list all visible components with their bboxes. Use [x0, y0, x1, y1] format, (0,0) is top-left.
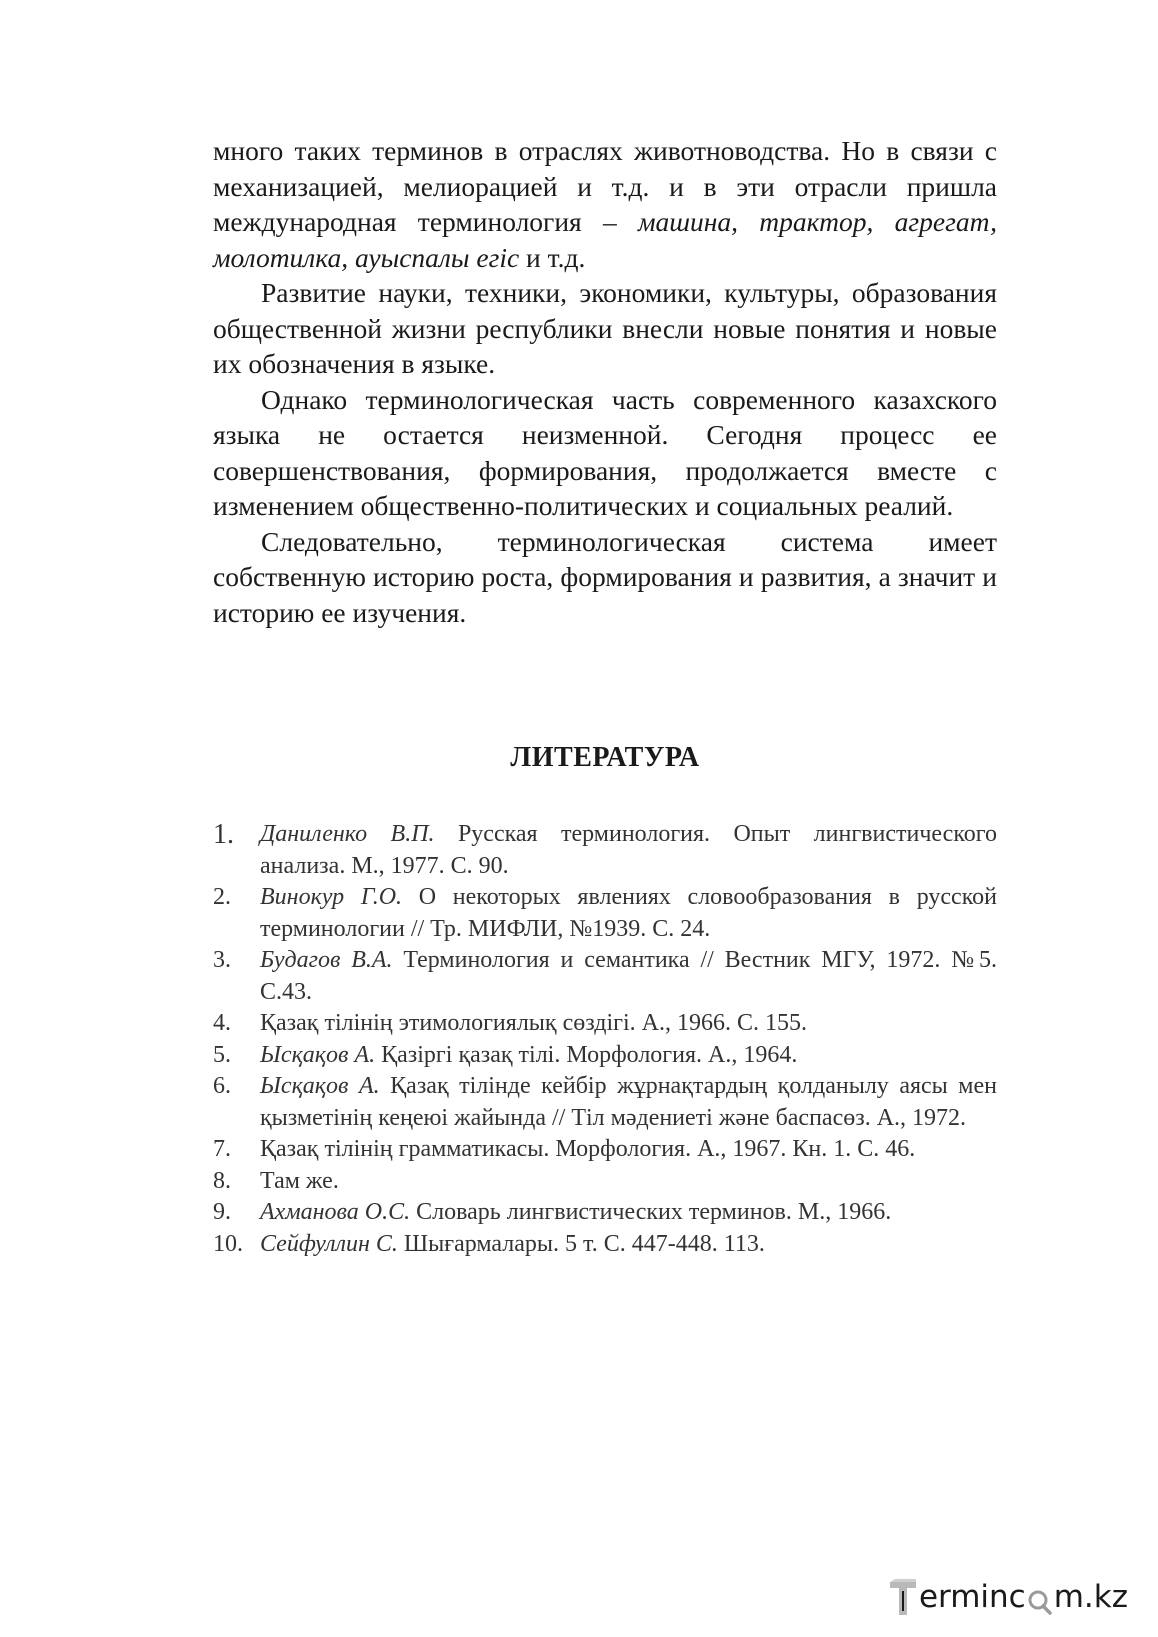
reference-item	[213, 819, 997, 882]
reference-number: 2.	[213, 884, 231, 910]
reference-author: Ысқақов А.	[260, 1041, 376, 1068]
reference-author: Ахманова О.С.	[260, 1199, 411, 1225]
reference-text: Шығармалары. 5 т. С. 447-448. 113.	[397, 1230, 765, 1257]
references-heading: ЛИТЕРАТУРА	[510, 742, 700, 773]
reference-text: Қазақ тілінің грамматикасы. Морфология. А., 1967. Кн. 1. С. 46.	[260, 1136, 916, 1162]
reference-item	[213, 1197, 997, 1229]
reference-author: Винокур Г.О.	[260, 884, 403, 910]
reference-number: 3.	[213, 947, 231, 973]
reference-text: Қазіргі қазақ тілі. Морфология. А., 1964.	[375, 1041, 798, 1068]
reference-text: Русская терминология. Опыт лингвистического анализа. М., 1977. С. 90.	[260, 821, 998, 879]
paragraph-text: и т.д.	[519, 241, 586, 273]
logo-search-icon	[1027, 1583, 1053, 1615]
logo-t-icon	[889, 1579, 919, 1615]
reference-item	[213, 1166, 997, 1198]
reference-author: Будагов В.А.	[260, 947, 393, 973]
reference-number: 8.	[213, 1167, 231, 1194]
paragraph-text: Развитие науки, техники, экономики, культуры, образования общественной жизни республики внесли новые понятия и новые их обозначения в языке.	[213, 277, 997, 379]
reference-number: 1.	[213, 819, 234, 850]
reference-text: О некоторых явлениях словообразования в русской терминологии // Тр. МИФЛИ, №1939. С. 24.	[260, 884, 997, 942]
reference-number: 7.	[213, 1136, 231, 1162]
reference-item	[213, 1040, 997, 1072]
logo-text-mkz: m.kz	[1053, 1579, 1128, 1615]
reference-number: 9.	[213, 1199, 231, 1225]
reference-text: Словарь лингвистических терминов. М., 1966.	[410, 1199, 892, 1225]
reference-text: Қазақ тілінде кейбір жұрнақтардың қолданылу аясы мен қызметінің кеңеюі жайында // Тіл мәдениеті және баспасөз. А., 1972.	[260, 1073, 997, 1131]
reference-number: 5.	[213, 1041, 231, 1068]
reference-item	[213, 1071, 997, 1134]
paragraph-text: Однако терминологическая часть современного казахского языка не остается неизменной. Сегодня процесс ее совершенствования, формирования, продолжается вместе с изменением общественно-политических и социальных реалий.	[213, 383, 997, 521]
reference-item	[213, 882, 997, 945]
site-logo[interactable]	[889, 1575, 1128, 1615]
reference-item	[213, 1134, 997, 1166]
reference-text: Там же.	[260, 1167, 339, 1194]
logo-text-ermin: ermin	[918, 1579, 1009, 1615]
logo-text-c: c	[1008, 1579, 1026, 1615]
reference-number: 4.	[213, 1010, 231, 1036]
reference-text: Қазақ тілінің этимологиялық сөздігі. А., 1966. С. 155.	[260, 1010, 808, 1036]
reference-author: Сейфуллин С.	[260, 1230, 398, 1257]
reference-author: Даниленко В.П.	[260, 821, 435, 847]
paragraph	[213, 275, 997, 382]
paragraph	[213, 133, 997, 275]
reference-number: 10.	[213, 1230, 243, 1257]
italic-terms: машина, трактор, агрегат, молотилка, ауыспалы егіс	[213, 206, 997, 273]
reference-number: 6.	[213, 1073, 231, 1099]
paragraph	[213, 382, 997, 524]
paragraph-text: много таких терминов в отраслях животноводства. Но в связи с механизацией, мелиорацией и т.д. и в эти отрасли пришла международная терминология –	[213, 135, 997, 237]
references-list	[213, 819, 997, 1260]
reference-item	[213, 1008, 997, 1040]
paragraph-text: Следовательно, терминологическая система имеет собственную историю роста, формирования и развития, а значит и историю ее изучения.	[213, 525, 997, 628]
reference-text: Терминология и семантика // Вестник МГУ, 1972. №5. С.43.	[260, 947, 998, 1005]
paragraph	[213, 524, 997, 631]
reference-author: Ысқақов А.	[260, 1073, 380, 1099]
reference-item	[213, 1229, 997, 1261]
body-text	[213, 133, 997, 630]
reference-item	[213, 945, 997, 1008]
